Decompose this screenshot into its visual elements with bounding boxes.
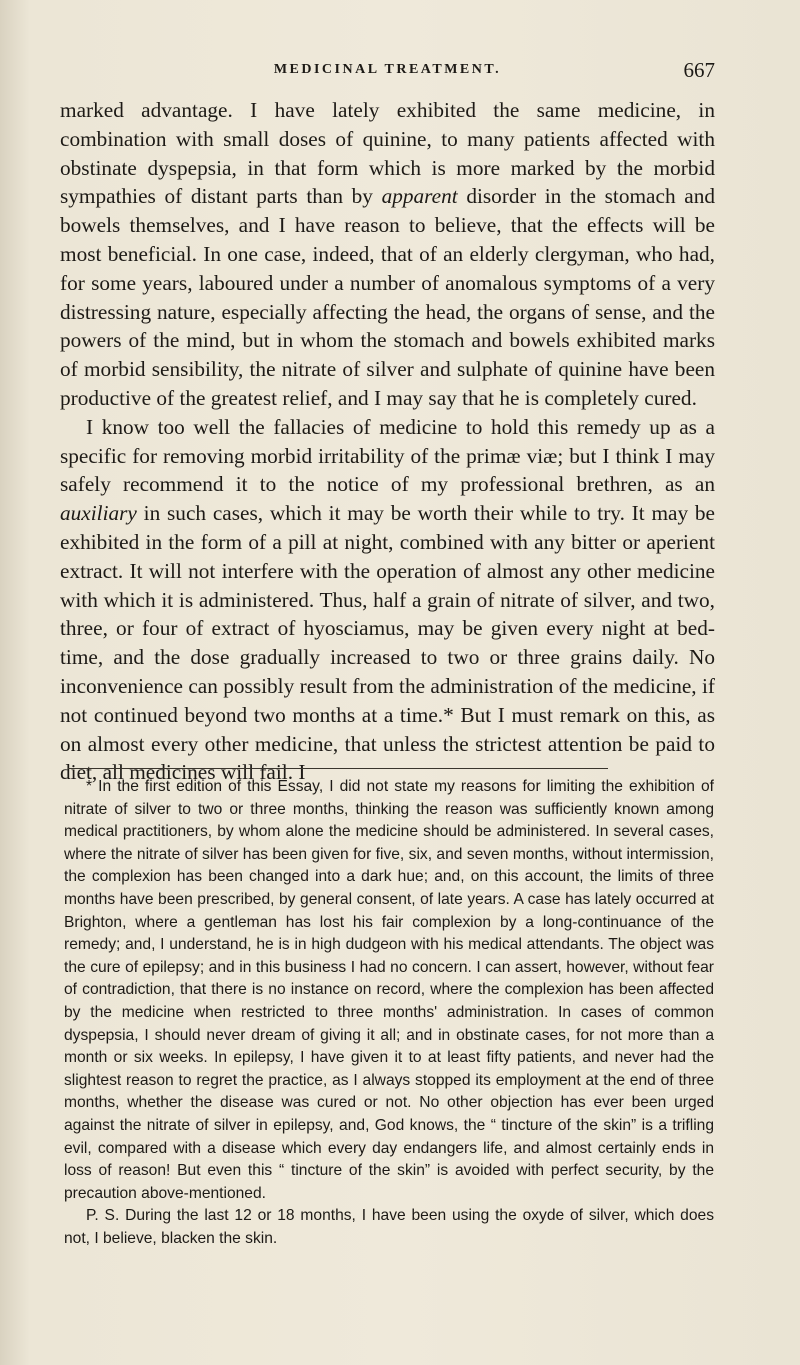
page-number: 667	[683, 58, 715, 82]
postscript: P. S. During the last 12 or 18 months, I have been using the oxyde of silver, which does not, I believe, blacken the skin.	[64, 1207, 714, 1247]
italic-auxiliary: auxiliary	[60, 501, 137, 526]
paragraph-1	[60, 96, 715, 413]
main-text	[60, 96, 715, 787]
paragraph-1-part-b: disorder in the stomach and bowels themselves, and I have reason to believe, that the effects will be most beneficial. In one case, indeed, that of an elderly clergyman, who had, for some years, laboured under a number of anomalous symptoms of a very distressing nature, especially affecting the head, the organs of sense, and the powers of the mind, but in whom the stomach and bowels exhibited marks of morbid sensibility, the nitrate of silver and sulphate of quinine have been productive of the greatest relief, and I may say that he is completely cured.	[60, 184, 715, 410]
footnote-text: * In the first edition of this Essay, I did not state my reasons for limiting the exhibition of nitrate of silver to two or three months, thinking the reason was sufficiently known among medical practitioners, by whom alone the medicine should be administered. In several cases, where the nitrate of silver has been given for five, six, and seven months, without intermission, the complexion has been changed into a dark hue; and, on this account, the limits of three months have been prescribed, by general consent, of late years. A case has lately occurred at Brighton, where a gentleman has lost his fair complexion by a long-continuance of the remedy; and, I understand, he is in high dudgeon with his medical attendants. The object was the cure of epilepsy; and in this business I had no concern. I can assert, however, without fear of contradiction, that there is no instance on record, where the complexion has been affected by the medicine when restricted to three months' administration. In cases of common dyspepsia, I should never dream of giving it all; and in obstinate cases, for not more than a month or six weeks. In epilepsy, I have given it to at least fifty patients, and never had the slightest reason to regret the practice, as I always stopped its employment at the end of three months, whether the disease was cured or not. No other objection has ever been urged against the nitrate of silver in epilepsy, and, God knows, the “ tincture of the skin” is a trifling evil, compared with a disease which every day endangers life, and almost certainly ends in loss of reason! But even this “ tincture of the skin” is avoided with perfect security, by the precaution above-mentioned.	[64, 778, 714, 1202]
paragraph-2	[60, 413, 715, 787]
italic-apparent: apparent	[381, 184, 458, 209]
paragraph-2-part-b: in such cases, which it may be worth their while to try. It may be exhibited in the form of a pill at night, combined with any bitter or aperient extract. It will not interfere with the operation of almost any other medicine with which it is administered. Thus, half a grain of nitrate of silver, and two, three, or four of extract of hyosciamus, may be given every night at bed-time, and the dose gradually increased to two or three grains daily. No inconvenience can possibly result from the administration of the medicine, if not continued beyond two months at a time.* But I must remark on this, as on almost every other medicine, that unless the strictest attention be paid to diet, all medicines will fail. I	[60, 501, 715, 785]
footnotes	[64, 776, 714, 1250]
paragraph-1-part-a: marked advantage. I have lately exhibited the same medicine, in combination with small doses of quinine, to many patients affected with obstinate dyspepsia, in that form which is more marked by the morbid sympathies of distant parts than by	[60, 98, 715, 209]
page-header	[60, 58, 715, 96]
paragraph-2-part-a: I know too well the fallacies of medicine to hold this remedy up as a specific for removing morbid irritability of the primæ viæ; but I think I may safely recommend it to the notice of my professional brethren, as an	[60, 414, 715, 497]
running-title: MEDICINAL TREATMENT.	[273, 62, 502, 77]
footnote-divider	[68, 768, 608, 769]
